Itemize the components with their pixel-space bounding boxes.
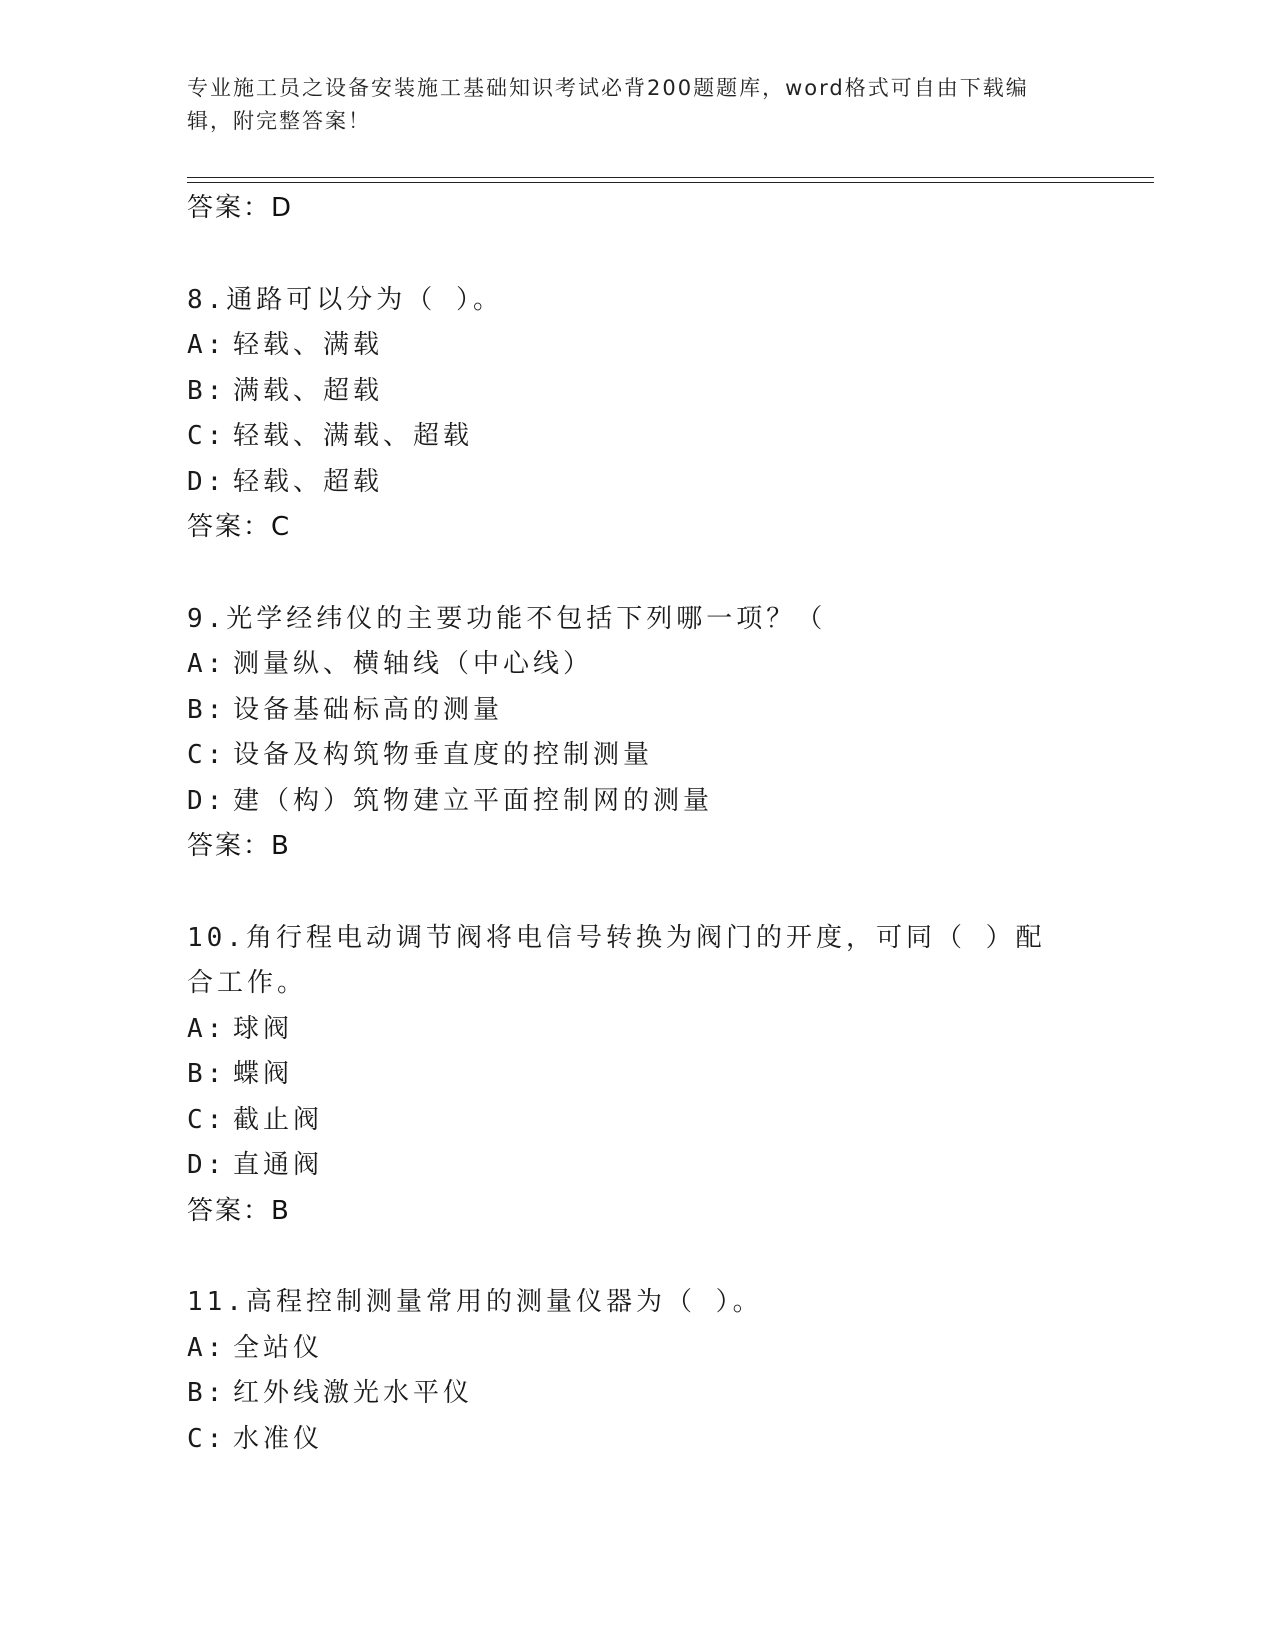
option-a <box>187 642 1087 688</box>
question-list <box>187 186 1087 1462</box>
option-letter: D: <box>187 785 227 816</box>
option-b <box>187 688 1087 734</box>
option-d <box>187 460 1087 506</box>
header-rule-bottom <box>187 182 1154 183</box>
question-stem: 10.角行程电动调节阀将电信号转换为阀门的开度，可同（ ）配合工作。 <box>187 922 1046 998</box>
question-stem: 8.通路可以分为（ ）。 <box>187 284 503 315</box>
answer-label: 答案： <box>187 193 272 223</box>
option-letter: D: <box>187 466 227 497</box>
option-letter: C: <box>187 740 227 770</box>
answer-value: C <box>271 512 292 542</box>
option-text: 蝶阀 <box>233 1059 294 1089</box>
option-text: 轻载、超载 <box>233 466 384 497</box>
option-c <box>187 1417 1087 1463</box>
answer-line <box>187 1189 1087 1235</box>
option-text: 截止阀 <box>233 1104 324 1135</box>
answer-value: B <box>271 1195 291 1226</box>
option-text: 建（构）筑物建立平面控制网的测量 <box>233 785 714 816</box>
option-a <box>187 1326 1087 1372</box>
option-letter: D: <box>187 1150 227 1180</box>
question-stem: 11.高程控制测量常用的测量仪器为（ ）。 <box>187 1287 763 1317</box>
option-letter: C: <box>187 421 227 451</box>
answer-line <box>187 824 1087 870</box>
answer-label: 答案： <box>187 831 272 861</box>
option-letter: A: <box>187 649 227 679</box>
option-letter: B: <box>187 375 227 406</box>
option-b <box>187 369 1087 415</box>
option-text: 球阀 <box>233 1013 294 1044</box>
option-text: 轻载、满载 <box>233 330 384 360</box>
option-letter: C: <box>187 1423 227 1454</box>
option-c <box>187 733 1087 779</box>
option-text: 满载、超载 <box>233 375 384 406</box>
spacer <box>187 870 1087 916</box>
option-text: 轻载、满载、超载 <box>233 421 474 451</box>
answer-line <box>187 505 1087 551</box>
answer-label: 答案： <box>187 1195 272 1226</box>
spacer <box>187 551 1087 597</box>
question-stem: 9.光学经纬仪的主要功能不包括下列哪一项？（ <box>187 603 827 634</box>
option-letter: A: <box>187 330 227 360</box>
option-d <box>187 779 1087 825</box>
option-c <box>187 1098 1087 1144</box>
spacer <box>187 232 1087 278</box>
option-letter: B: <box>187 1378 227 1408</box>
option-b <box>187 1052 1087 1098</box>
option-c <box>187 414 1087 460</box>
option-a <box>187 1007 1087 1053</box>
option-text: 测量纵、横轴线（中心线） <box>233 649 594 679</box>
option-letter: B: <box>187 694 227 725</box>
option-letter: B: <box>187 1059 227 1089</box>
spacer <box>187 1234 1087 1280</box>
option-text: 全站仪 <box>233 1332 324 1363</box>
option-a <box>187 323 1087 369</box>
option-text: 设备基础标高的测量 <box>233 694 504 725</box>
option-d <box>187 1143 1087 1189</box>
option-text: 水准仪 <box>233 1423 324 1454</box>
option-text: 红外线激光水平仪 <box>233 1378 474 1408</box>
option-b <box>187 1371 1087 1417</box>
header-rule-top <box>187 177 1154 178</box>
answer-value: B <box>271 831 291 861</box>
answer-value: D <box>271 193 294 223</box>
answer-label: 答案： <box>187 512 272 542</box>
option-text: 直通阀 <box>233 1150 324 1180</box>
option-letter: A: <box>187 1013 227 1044</box>
option-letter: C: <box>187 1104 227 1135</box>
answer-line <box>187 186 1087 232</box>
option-letter: A: <box>187 1332 227 1363</box>
option-text: 设备及构筑物垂直度的控制测量 <box>233 740 654 770</box>
document-header-title: 专业施工员之设备安装施工基础知识考试必背200题题库，word格式可自由下载编辑，附完整答案！ <box>187 76 1029 133</box>
